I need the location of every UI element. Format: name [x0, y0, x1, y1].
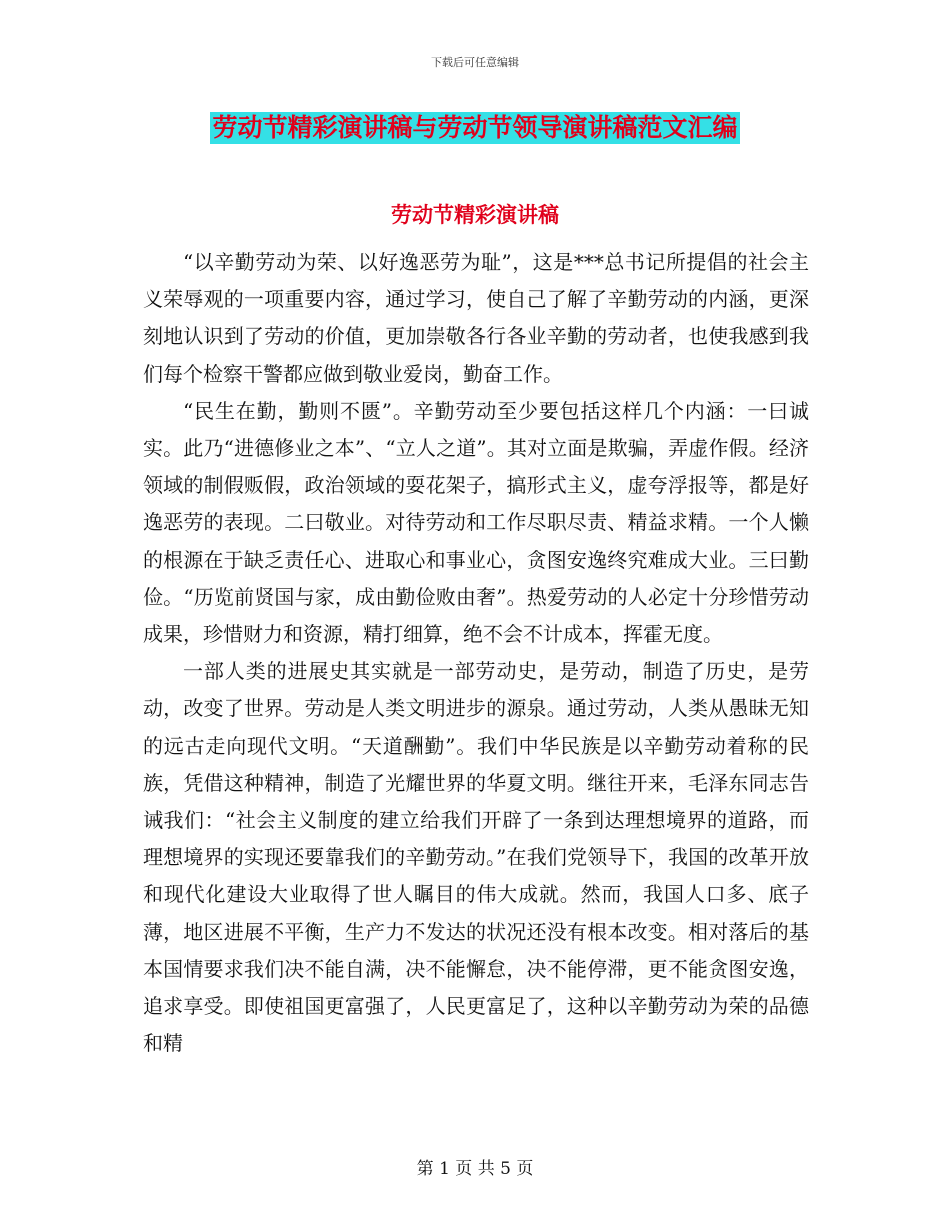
- header-note: 下载后可任意编辑: [431, 56, 519, 69]
- paragraph: 一部人类的进展史其实就是一部劳动史，是劳动，制造了历史，是劳动，改变了世界。劳动是人类文明进步的源泉。通过劳动，人类从愚昧无知的远古走向现代文明。“天道酬勤”。我们中华民族是以辛勤劳动着称的民族，凭借这种精神，制造了光耀世界的华夏文明。继往开来，毛泽东同志告诫我们：“社会主义制度的建立给我们开辟了一条到达理想境界的道路，而理想境界的实现还要靠我们的辛勤劳动。”在我们党领导下，我国的改革开放和现代化建设大业取得了世人瞩目的伟大成就。然而，我国人口多、底子薄，地区进展不平衡，生产力不发达的状况还没有根本改变。相对落后的基本国情要求我们决不能自满，决不能懈怠，决不能停滞，更不能贪图安逸，追求享受。即使祖国更富强了，人民更富足了，这种以辛勤劳动为荣的品德和精: [143, 659, 809, 1056]
- page-footer: 第 1 页 共 5 页: [416, 1159, 534, 1179]
- section-title: 劳动节精彩演讲稿: [391, 203, 559, 227]
- paragraph: “民生在勤，勤则不匮”。辛勤劳动至少要包括这样几个内涵：一曰诚实。此乃“进德修业之本”、“立人之道”。其对立面是欺骗，弄虚作假。经济领域的制假贩假，政治领域的耍花架子，搞形式主义，虚夸浮报等，都是好逸恶劳的表现。二曰敬业。对待劳动和工作尽职尽责、精益求精。一个人懒的根源在于缺乏责任心、进取心和事业心，贪图安逸终究难成大业。三曰勤俭。“历览前贤国与家，成由勤俭败由奢”。热爱劳动的人必定十分珍惜劳动成果，珍惜财力和资源，精打细算，绝不会不计成本，挥霍无度。: [143, 398, 809, 647]
- document-title: 劳动节精彩演讲稿与劳动节领导演讲稿范文汇编: [212, 113, 738, 142]
- paragraph: “以辛勤劳动为荣、以好逸恶劳为耻”，这是***总书记所提倡的社会主义荣辱观的一项重要内容，通过学习，使自己了解了辛勤劳动的内涵，更深刻地认识到了劳动的价值，更加崇敬各行各业辛勤的劳动者，也使我感到我们每个检察干警都应做到敬业爱岗，勤奋工作。: [143, 250, 809, 386]
- body-text: [143, 244, 809, 1062]
- document-title-container: [0, 112, 950, 144]
